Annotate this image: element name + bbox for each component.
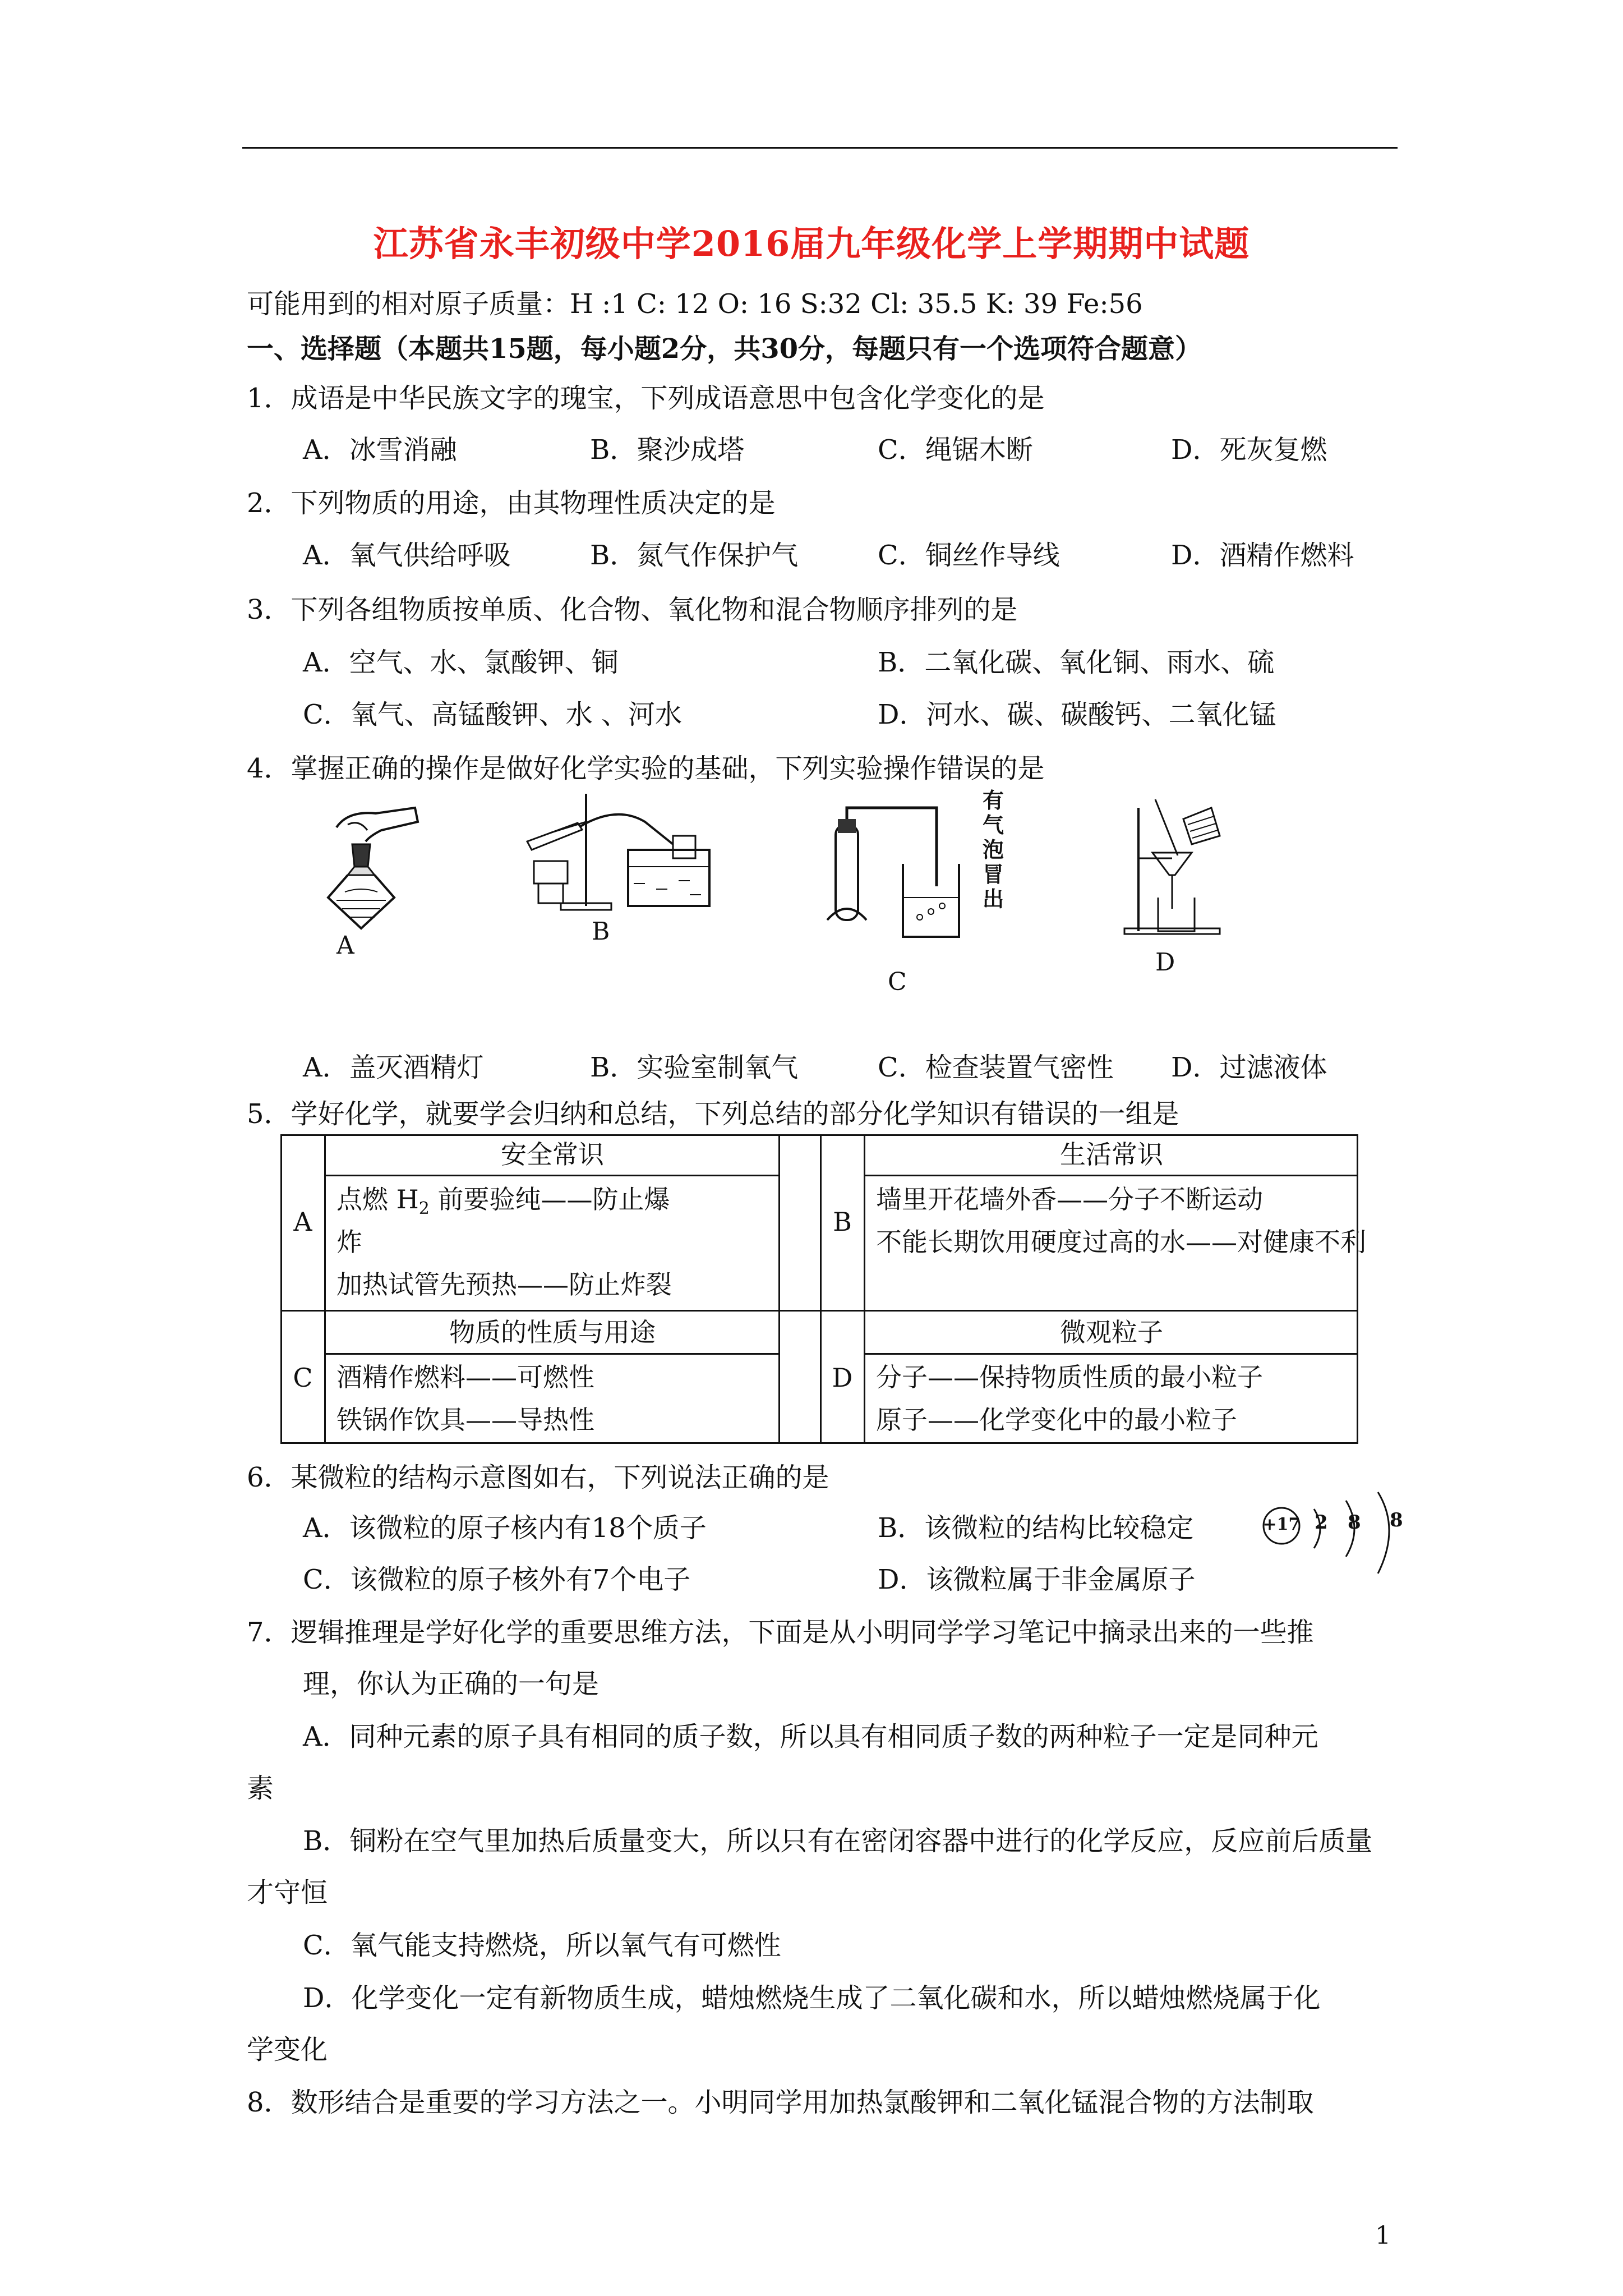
header-rule bbox=[242, 147, 1398, 149]
q7-option-b-line1: B．铜粉在空气里加热后质量变大，所以只有在密闭容器中进行的化学反应，反应前后质量 bbox=[303, 1825, 1373, 1857]
table-c-line2: 铁锅作饮具——导热性 bbox=[336, 1405, 594, 1435]
table-b-line2: 不能长期饮用硬度过高的水——对健康不利 bbox=[876, 1227, 1366, 1257]
q4-figure-c-note: 有气泡冒出 bbox=[983, 788, 1004, 912]
q2-option-a: A．氧气供给呼吸 bbox=[303, 540, 511, 571]
q7-stem-line2: 理，你认为正确的一句是 bbox=[303, 1668, 600, 1700]
q2-option-d: D．酒精作燃料 bbox=[1171, 540, 1354, 571]
table-d-line1: 分子——保持物质性质的最小粒子 bbox=[876, 1362, 1263, 1392]
page-title: 江苏省永丰初级中学2016届九年级化学上学期期中试题 bbox=[373, 223, 1250, 264]
table-label-a: A bbox=[293, 1207, 312, 1237]
q7-option-a-line2: 素 bbox=[247, 1773, 274, 1804]
lamp-capping-figure bbox=[314, 797, 437, 931]
q1-option-d: D．死灰复燃 bbox=[1171, 434, 1327, 466]
table-a-line1: 点燃 $H_2$ 前要验纯——防止爆 bbox=[336, 1184, 670, 1218]
oxygen-apparatus-figure bbox=[522, 788, 712, 914]
airtightness-figure bbox=[824, 802, 987, 954]
q6-option-b: B．该微粒的结构比较稳定 bbox=[878, 1512, 1194, 1544]
q6-option-c: C．该微粒的原子核外有7个电子 bbox=[303, 1564, 691, 1595]
q4-option-d: D．过滤液体 bbox=[1171, 1052, 1327, 1083]
q2-option-b: B．氮气作保护气 bbox=[590, 540, 799, 571]
q4-stem: 4．掌握正确的操作是做好化学实验的基础，下列实验操作错误的是 bbox=[247, 753, 1045, 784]
table-a-line2: 炸 bbox=[336, 1227, 362, 1257]
q4-option-a: A．盖灭酒精灯 bbox=[303, 1052, 484, 1083]
q1-stem: 1．成语是中华民族文字的瑰宝，下列成语意思中包含化学变化的是 bbox=[247, 383, 1045, 414]
table-head-a: 安全常识 bbox=[501, 1139, 604, 1170]
table-a-line3: 加热试管先预热——防止炸裂 bbox=[336, 1269, 672, 1300]
q6-option-a: A．该微粒的原子核内有18个质子 bbox=[303, 1512, 707, 1544]
q3-option-c: C．氧气、高锰酸钾、水 、河水 bbox=[303, 699, 682, 730]
q1-option-b: B．聚沙成塔 bbox=[590, 434, 745, 466]
q1-option-a: A．冰雪消融 bbox=[303, 434, 457, 466]
q1-option-c: C．绳锯木断 bbox=[878, 434, 1033, 466]
q7-option-c: C．氧气能支持燃烧，所以氧气有可燃性 bbox=[303, 1930, 781, 1961]
q4-figure-c-label: C bbox=[888, 968, 907, 996]
q3-option-a: A．空气、水、氯酸钾、铜 bbox=[303, 647, 619, 678]
shell-1-electrons: 2 bbox=[1315, 1511, 1328, 1534]
q7-stem-line1: 7．逻辑推理是学好化学的重要思维方法，下面是从小明同学学习笔记中摘录出来的一些推 bbox=[247, 1617, 1314, 1648]
q3-option-b: B．二氧化碳、氧化铜、雨水、硫 bbox=[878, 647, 1275, 678]
q7-option-b-line2: 才守恒 bbox=[247, 1877, 328, 1908]
q8-stem-line1: 8．数形结合是重要的学习方法之一。小明同学用加热氯酸钾和二氧化锰混合物的方法制取 bbox=[247, 2087, 1314, 2118]
section-heading: 一、选择题（本题共15题，每小题2分，共30分，每题只有一个选项符合题意） bbox=[247, 333, 1202, 365]
q6-option-d: D．该微粒属于非金属原子 bbox=[878, 1564, 1196, 1595]
table-b-line1: 墙里开花墙外香——分子不断运动 bbox=[876, 1184, 1263, 1214]
q3-stem: 3．下列各组物质按单质、化合物、氧化物和混合物顺序排列的是 bbox=[247, 594, 1018, 625]
table-label-c: C bbox=[293, 1363, 313, 1393]
table-label-b: B bbox=[833, 1207, 852, 1237]
table-d-line2: 原子——化学变化中的最小粒子 bbox=[876, 1405, 1237, 1435]
table-head-b: 生活常识 bbox=[1060, 1139, 1163, 1170]
q2-option-c: C．铜丝作导线 bbox=[878, 540, 1060, 571]
q7-option-a-line1: A．同种元素的原子具有相同的质子数，所以具有相同质子数的两种粒子一定是同种元 bbox=[303, 1721, 1318, 1752]
table-label-d: D bbox=[832, 1363, 853, 1393]
q3-option-d: D．河水、碳、碳酸钙、二氧化锰 bbox=[878, 699, 1276, 730]
q4-option-c: C．检查装置气密性 bbox=[878, 1052, 1114, 1083]
q4-figure-d-label: D bbox=[1155, 948, 1175, 977]
shell-3-electrons: 8 bbox=[1390, 1509, 1403, 1531]
q4-figure-b-label: B bbox=[592, 917, 610, 946]
q2-stem: 2．下列物质的用途，由其物理性质决定的是 bbox=[247, 487, 776, 519]
shell-2-electrons: 8 bbox=[1348, 1511, 1361, 1534]
table-head-c: 物质的性质与用途 bbox=[449, 1317, 656, 1347]
table-c-line1: 酒精作燃料——可燃性 bbox=[336, 1362, 594, 1392]
table-col-divider bbox=[778, 1134, 780, 1444]
q6-stem: 6．某微粒的结构示意图如右，下列说法正确的是 bbox=[247, 1462, 829, 1493]
q5-table bbox=[280, 1134, 1366, 1444]
q7-option-d-line1: D．化学变化一定有新物质生成，蜡烛燃烧生成了二氧化碳和水，所以蜡烛燃烧属于化 bbox=[303, 1982, 1321, 2014]
filtration-figure bbox=[1122, 797, 1234, 937]
q4-figure-a-label: A bbox=[336, 931, 354, 960]
atomic-mass-line: 可能用到的相对原子质量：H :1 C: 12 O: 16 S:32 Cl: 35.5 K: 39 Fe:56 bbox=[247, 288, 1143, 320]
q7-option-d-line2: 学变化 bbox=[247, 2034, 328, 2065]
nucleus-charge: +17 bbox=[1262, 1515, 1301, 1534]
q5-stem: 5．学好化学，就要学会归纳和总结，下列总结的部分化学知识有错误的一组是 bbox=[247, 1098, 1179, 1130]
page-number: 1 bbox=[1375, 2221, 1391, 2250]
q4-option-b: B．实验室制氧气 bbox=[590, 1052, 799, 1083]
table-head-d: 微观粒子 bbox=[1060, 1317, 1163, 1347]
